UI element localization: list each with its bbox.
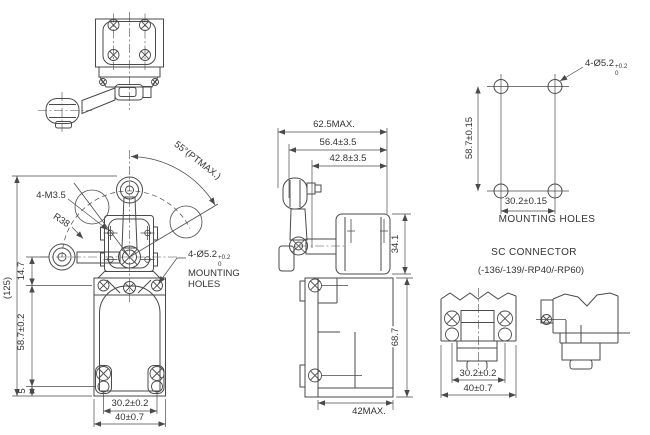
hole-diameter-callout bbox=[585, 59, 627, 77]
dim-head-height: 34.1 bbox=[390, 234, 401, 254]
lever-angle-label: 55°(PTMAX.) bbox=[171, 139, 223, 183]
dim-head-offset: 14.7 bbox=[16, 261, 27, 281]
dim-mounting-pitch-horizontal: 30.2±0.15 bbox=[504, 196, 548, 207]
lever-radius-label: R38 bbox=[50, 211, 72, 230]
mounting-holes-callout-line2: MOUNTING bbox=[188, 268, 240, 279]
mounting-holes-callout-line3: HOLES bbox=[188, 279, 221, 290]
thread-size-label: 4-M3.5 bbox=[36, 190, 66, 201]
tolerance-upper: +0.2 bbox=[615, 63, 628, 70]
mounting-holes-callout bbox=[188, 249, 240, 290]
sc-connector-subtitle: (-136/-139/-RP40/-RP60) bbox=[477, 265, 585, 276]
dim-hole-pitch-horizontal: 30.2±0.2 bbox=[111, 398, 149, 409]
dim-body-width: 40±0.7 bbox=[115, 412, 144, 423]
mounting-holes-caption: MOUNTING HOLES bbox=[498, 214, 596, 225]
mounting-holes-callout-size: 4-Ø5.2 bbox=[188, 249, 218, 260]
sc-connector-side-drawing bbox=[536, 293, 630, 369]
mounting-holes-drawing bbox=[478, 67, 583, 214]
dim-overall-height: (125) bbox=[2, 276, 13, 300]
dim-roller-travel: 56.4±3.5 bbox=[319, 137, 357, 148]
dim-connector-pitch: 30.2±0.2 bbox=[459, 368, 497, 379]
dim-reach-max: 62.5MAX. bbox=[313, 119, 355, 130]
side-view-drawing bbox=[279, 178, 393, 397]
dim-connector-width: 40±0.7 bbox=[463, 383, 493, 394]
dim-body-height: 68.7 bbox=[390, 327, 401, 347]
dim-foot-height: 5 bbox=[17, 388, 28, 394]
hole-diameter-size: 4-Ø5.2 bbox=[585, 58, 615, 69]
sc-connector-front-drawing bbox=[441, 288, 516, 398]
tolerance-lower: 0 bbox=[218, 260, 222, 268]
sc-connector-title: SC CONNECTOR bbox=[491, 247, 577, 258]
tolerance-upper: +0.2 bbox=[218, 254, 231, 261]
dim-hole-pitch-vertical: 58.7±0.2 bbox=[16, 313, 27, 351]
tolerance-lower: 0 bbox=[615, 69, 619, 77]
dim-mounting-pitch-vertical: 58.7±0.15 bbox=[464, 116, 475, 160]
dim-body-depth-max: 42MAX. bbox=[352, 406, 386, 417]
dim-roller-center: 42.8±3.5 bbox=[329, 153, 367, 164]
top-view-drawing bbox=[38, 12, 164, 132]
